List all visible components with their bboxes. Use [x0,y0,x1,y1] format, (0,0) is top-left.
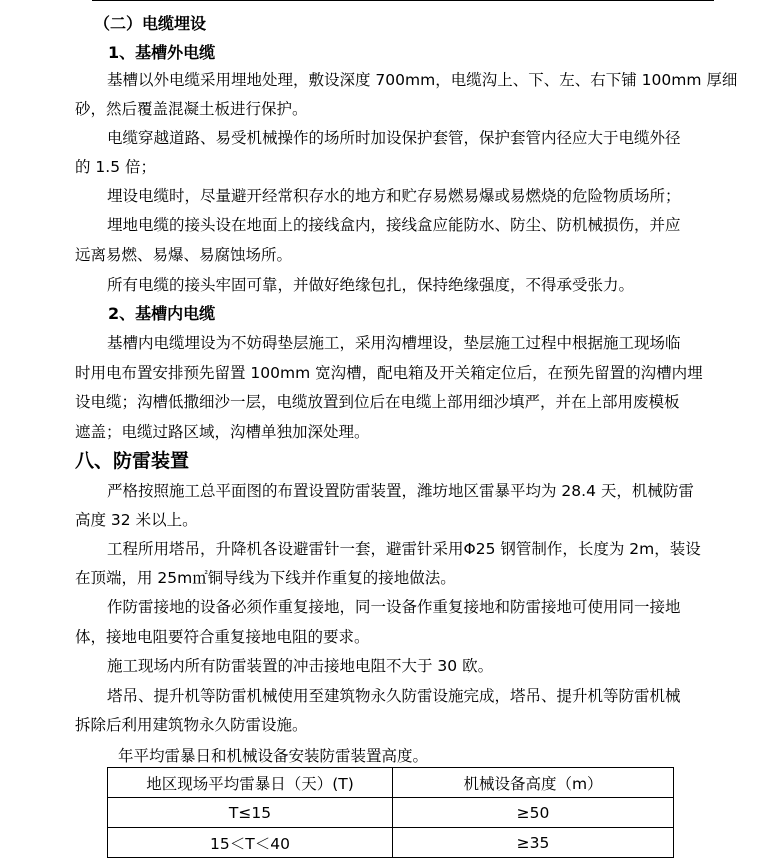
table-cell: T≤15 [108,798,393,828]
subheading-inside-trench-cable: 2、基槽内电缆 [108,304,216,323]
table-header-row [108,768,674,798]
table-cell: 15＜T＜40 [108,828,393,858]
paragraph-line: 远离易燃、易爆、易腐蚀场所。 [75,246,293,264]
paragraph-line: 体，接地电阻要符合重复接地电阻的要求。 [75,628,370,646]
paragraph-line: 塔吊、提升机等防雷机械使用至建筑物永久防雷设施完成，塔吊、提升机等防雷机械 [107,687,681,705]
paragraph-line: 砂，然后覆盖混凝土板进行保护。 [75,100,308,118]
paragraph-line: 施工现场内所有防雷装置的冲击接地电阻不大于 30 欧。 [107,657,494,675]
paragraph-line: 在顶端，用 25m㎡铜导线为下线并作重复的接地做法。 [75,569,456,587]
paragraph-line: 的 1.5 倍； [75,158,157,176]
table-header-cell: 地区现场平均雷暴日（天）(T) [108,768,393,798]
paragraph-line: 基槽以外电缆采用埋地处理，敷设深度 700mm，电缆沟上、下、左、右下铺 100mm 厚细 [107,71,738,89]
lightning-height-table [107,767,674,858]
table-cell: ≥50 [393,798,674,828]
paragraph-line: 工程所用塔吊，升降机各设避雷针一套，避雷针采用Φ25 钢管制作，长度为 2m，装设 [107,540,701,558]
paragraph-line: 埋设电缆时，尽量避开经常积存水的地方和贮存易燃易爆或易燃烧的危险物质场所； [107,187,681,205]
paragraph-line: 设电缆；沟槽低撒细沙一层，电缆放置到位后在电缆上部用细沙填严，并在上部用废模板 [75,393,680,411]
paragraph-line: 基槽内电缆埋设为不妨碍垫层施工，采用沟槽埋设，垫层施工过程中根据施工现场临 [107,334,681,352]
subheading-outside-trench-cable: 1、基槽外电缆 [108,43,216,62]
section-heading-lightning-protection: 八、防雷装置 [75,450,190,472]
paragraph-line: 作防雷接地的设备必须作重复接地，同一设备作重复接地和防雷接地可使用同一接地 [107,598,681,616]
paragraph-line: 严格按照施工总平面图的布置设置防雷装置，潍坊地区雷暴平均为 28.4 天，机械防雷 [107,482,694,500]
table-row [108,798,674,828]
table-cell: ≥35 [393,828,674,858]
table-row [108,828,674,858]
paragraph-line: 电缆穿越道路、易受机械操作的场所时加设保护套管，保护套管内径应大于电缆外径 [107,129,681,147]
paragraph-line: 埋地电缆的接头设在地面上的接线盒内，接线盒应能防水、防尘、防机械损伤，并应 [107,216,681,234]
paragraph-line: 拆除后利用建筑物永久防雷设施。 [75,716,308,734]
paragraph-line: 高度 32 米以上。 [75,511,198,529]
top-rule [92,0,714,1]
paragraph-line: 遮盖；电缆过路区域，沟槽单独加深处理。 [75,423,370,441]
table-header-cell: 机械设备高度（m） [393,768,674,798]
paragraph-line: 时用电布置安排预先留置 100mm 宽沟槽，配电箱及开关箱定位后，在预先留置的沟槽内埋 [75,364,703,382]
table-caption: 年平均雷暴日和机械设备安装防雷装置高度。 [118,747,429,765]
section-heading-cable-laying: （二）电缆埋设 [94,14,207,33]
paragraph-line: 所有电缆的接头牢固可靠，并做好绝缘包扎，保持绝缘强度，不得承受张力。 [107,276,635,294]
